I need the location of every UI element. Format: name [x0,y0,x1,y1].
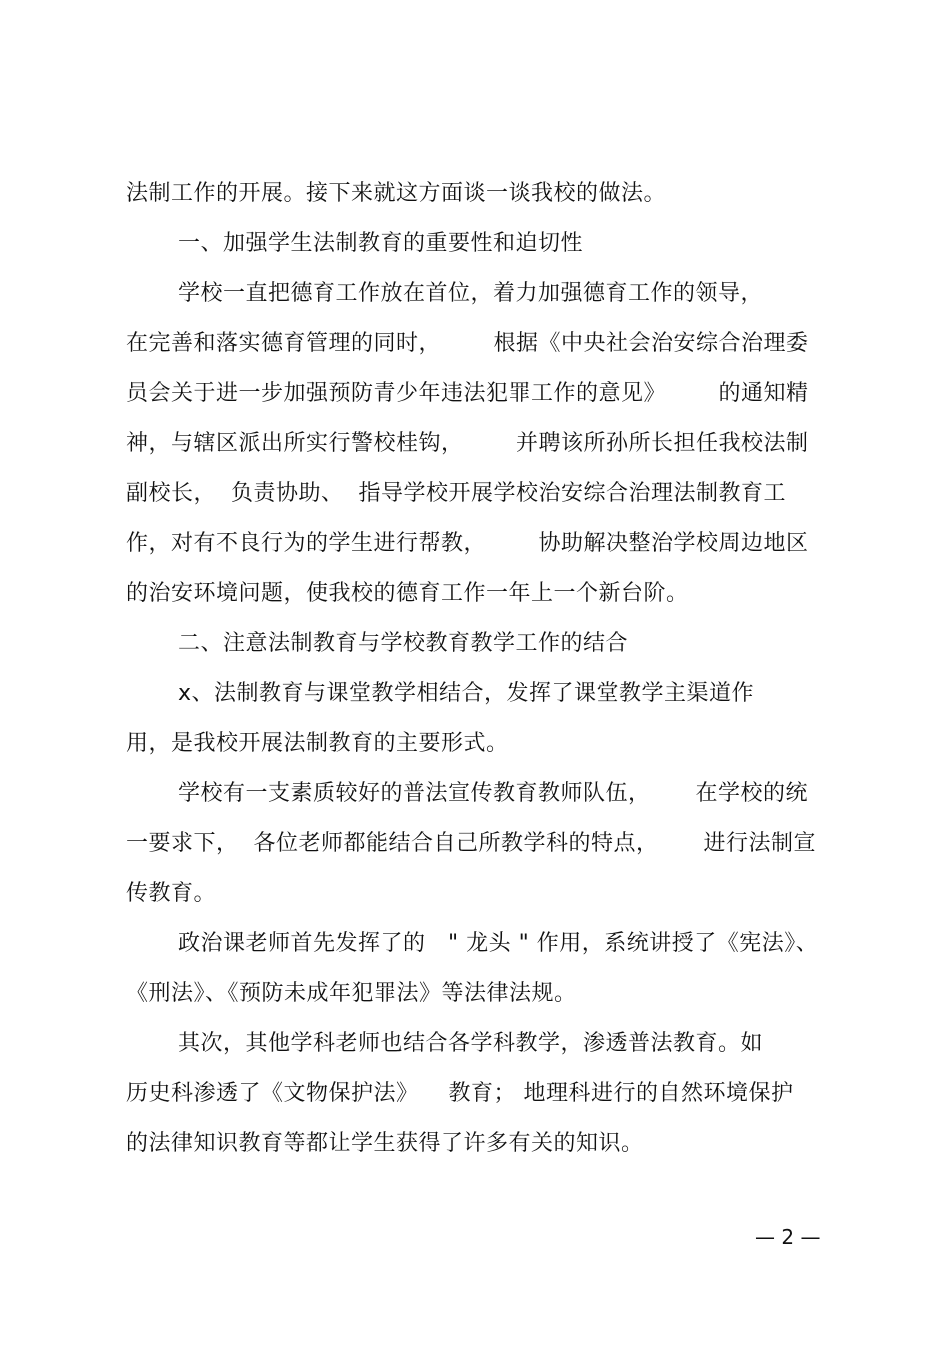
text-line-7: 副校长， 负责协助、 指导学校开展学校治安综合治理法制教育工 [126,481,786,506]
text-line-3: 学校一直把德育工作放在首位，着力加强德育工作的领导， [178,281,764,306]
text-line-1: 法制工作的开展。接下来就这方面谈一谈我校的做法。 [126,181,667,206]
text-line-11: x、法制教育与课堂教学相结合，发挥了课堂教学主渠道作 [178,681,755,706]
text-line-6: 神，与辖区派出所实行警校桂钩， 并聘该所孙所长担任我校法制 [126,431,809,456]
text-line-19: 历史科渗透了《文物保护法》 教育； 地理科进行的自然环境保护 [126,1081,794,1106]
text-line-15: 传教育。 [126,881,217,906]
text-line-20: 的法律知识教育等都让学生获得了许多有关的知识。 [126,1131,644,1156]
text-line-13: 学校有一支素质较好的普法宣传教育教师队伍， 在学校的统 [178,781,808,806]
text-line-4: 在完善和落实德育管理的同时， 根据《中央社会治安综合治理委 [126,331,809,356]
text-line-14: 一要求下， 各位老师都能结合自己所教学科的特点， 进行法制宣 [126,831,816,856]
section-heading-1: 一、加强学生法制教育的重要性和迫切性 [178,231,584,256]
text-line-12: 用，是我校开展法制教育的主要形式。 [126,731,509,756]
page-number: — 2 — [755,1225,821,1249]
text-line-8: 作，对有不良行为的学生进行帮教， 协助解决整治学校周边地区 [126,531,809,556]
text-line-16: 政治课老师首先发挥了的 " 龙头 " 作用，系统讲授了《宪法》、 [178,931,819,956]
text-line-17: 《刑法》、《预防未成年犯罪法》等法律法规。 [126,981,577,1006]
text-line-18: 其次，其他学科老师也结合各学科教学，渗透普法教育。如 [178,1031,764,1056]
text-line-5: 员会关于进一步加强预防青少年违法犯罪工作的意见》 的通知精 [126,381,809,406]
text-line-9: 的治安环境问题，使我校的德育工作一年上一个新台阶。 [126,581,689,606]
section-heading-2: 二、注意法制教育与学校教育教学工作的结合 [178,631,629,656]
